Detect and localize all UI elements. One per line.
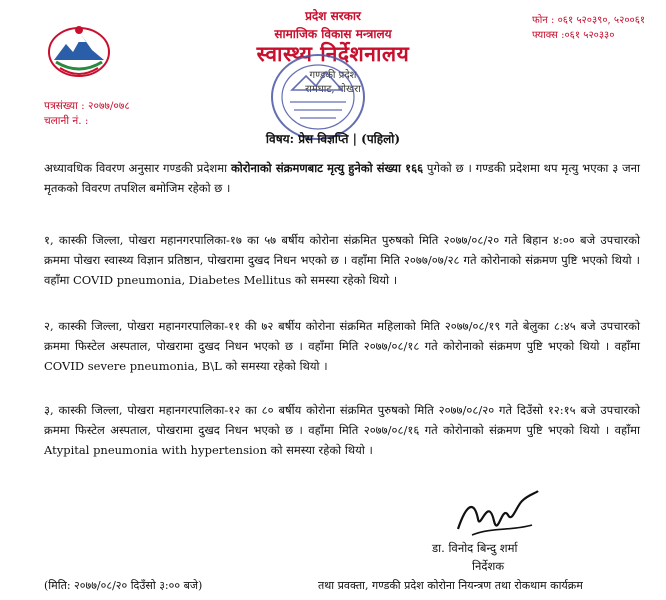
intro-paragraph [44, 158, 640, 198]
case-1-paragraph: १, कास्की जिल्ला, पोखरा महानगरपालिका-१७ का ५७ बर्षीय कोरोना संक्रमित पुरुषको मिति २०७७/०८/२० गते बिहान ४:०० बजे उपचारको क्रममा पोखरा स्वास्थ्य विज्ञान प्रतिष्ठान, पोखरामा दुखद निधन भएको छ । वहाँमा मिति २०७७/०७/२८ गते कोरोनाको संक्रमण पुष्टि भएको थियो । वहाँमा COVID pneumonia, Diabetes Mellitus को समस्या रहेको थियो । [44, 233, 640, 287]
case-2-paragraph: २, कास्की जिल्ला, पोखरा महानगरपालिका-११ की ७२ बर्षीय कोरोना संक्रमित महिलाको मिति २०७७/०८/१९ गते बेलुका ८:४५ बजे उपचारको क्रममा फिस्टेल अस्पताल, पोखरामा दुखद निधन भएको छ । वहाँमा मिति २०७७/०८/१८ गते कोरोनाको संक्रमण पुष्टि भएको थियो । वहाँमा COVID severe pneumonia, B\L को समस्या रहेको थियो । [44, 319, 640, 373]
signatory-name: डा. विनोद बिन्दु शर्मा [432, 541, 518, 555]
intro-text-start: अध्यावधिक विवरण अनुसार गण्डकी प्रदेशमा [44, 161, 231, 175]
dispatch-number: चलानी नं. : [44, 115, 89, 127]
case-3-paragraph: ३, कास्की जिल्ला, पोखरा महानगरपालिका-१२ का ८० बर्षीय कोरोना संक्रमित पुरुषको मिति २०७७/०८/२० गते दिउँसो १२:१५ बजे उपचारको क्रममा फिस्टेल अस्पताल, पोखरामा दुखद निधन भएको छ । वहाँमा मिति २०७७/०८/१६ गते कोरोनाको संक्रमण पुष्टि भएको थियो । वहाँमा Atypital pneumonia with hypertension को समस्या रहेको थियो । [44, 403, 640, 457]
contact-phone: फोन : ०६१ ५२०३९०, ५२००६१ [532, 15, 646, 26]
release-date: (मिति: २०७७/०८/२० दिउँसो ३:०० बजे) [44, 579, 203, 592]
intro-text-end: पुगेको छ । गण्डकी प्रदेशमा थप मृत्यु भएका ३ जना मृतकको विवरण तपशिल बमोजिम रहेको छ । [44, 161, 641, 195]
intro-death-count: कोरोनाको संक्रमणबाट मृत्यु हुनेको संख्या १६६ [230, 161, 424, 175]
subject-line: विषय: प्रेस विज्ञप्ति | (पहिलो) [265, 132, 401, 146]
contact-fax: फ्याक्स :०६१ ५२०३३० [532, 30, 615, 41]
signatory-title: निर्देशक [472, 559, 505, 573]
header-address: रामघाट, पोखरा [305, 84, 361, 95]
spokesperson-line: तथा प्रवक्ता, गण्डकी प्रदेश कोरोना नियन्त्रण तथा रोकथाम कार्यक्रम [318, 579, 583, 592]
letter-number: पत्रसंख्या : २०७७/०७८ [44, 100, 130, 112]
header-government: प्रदेश सरकार [305, 9, 361, 23]
signature-icon [452, 485, 542, 545]
header-province: गण्डकी प्रदेश [309, 70, 357, 81]
header-office-name: स्वास्थ्य निर्देशनालय [256, 41, 410, 66]
header-ministry: सामाजिक विकास मन्त्रालय [274, 27, 392, 41]
